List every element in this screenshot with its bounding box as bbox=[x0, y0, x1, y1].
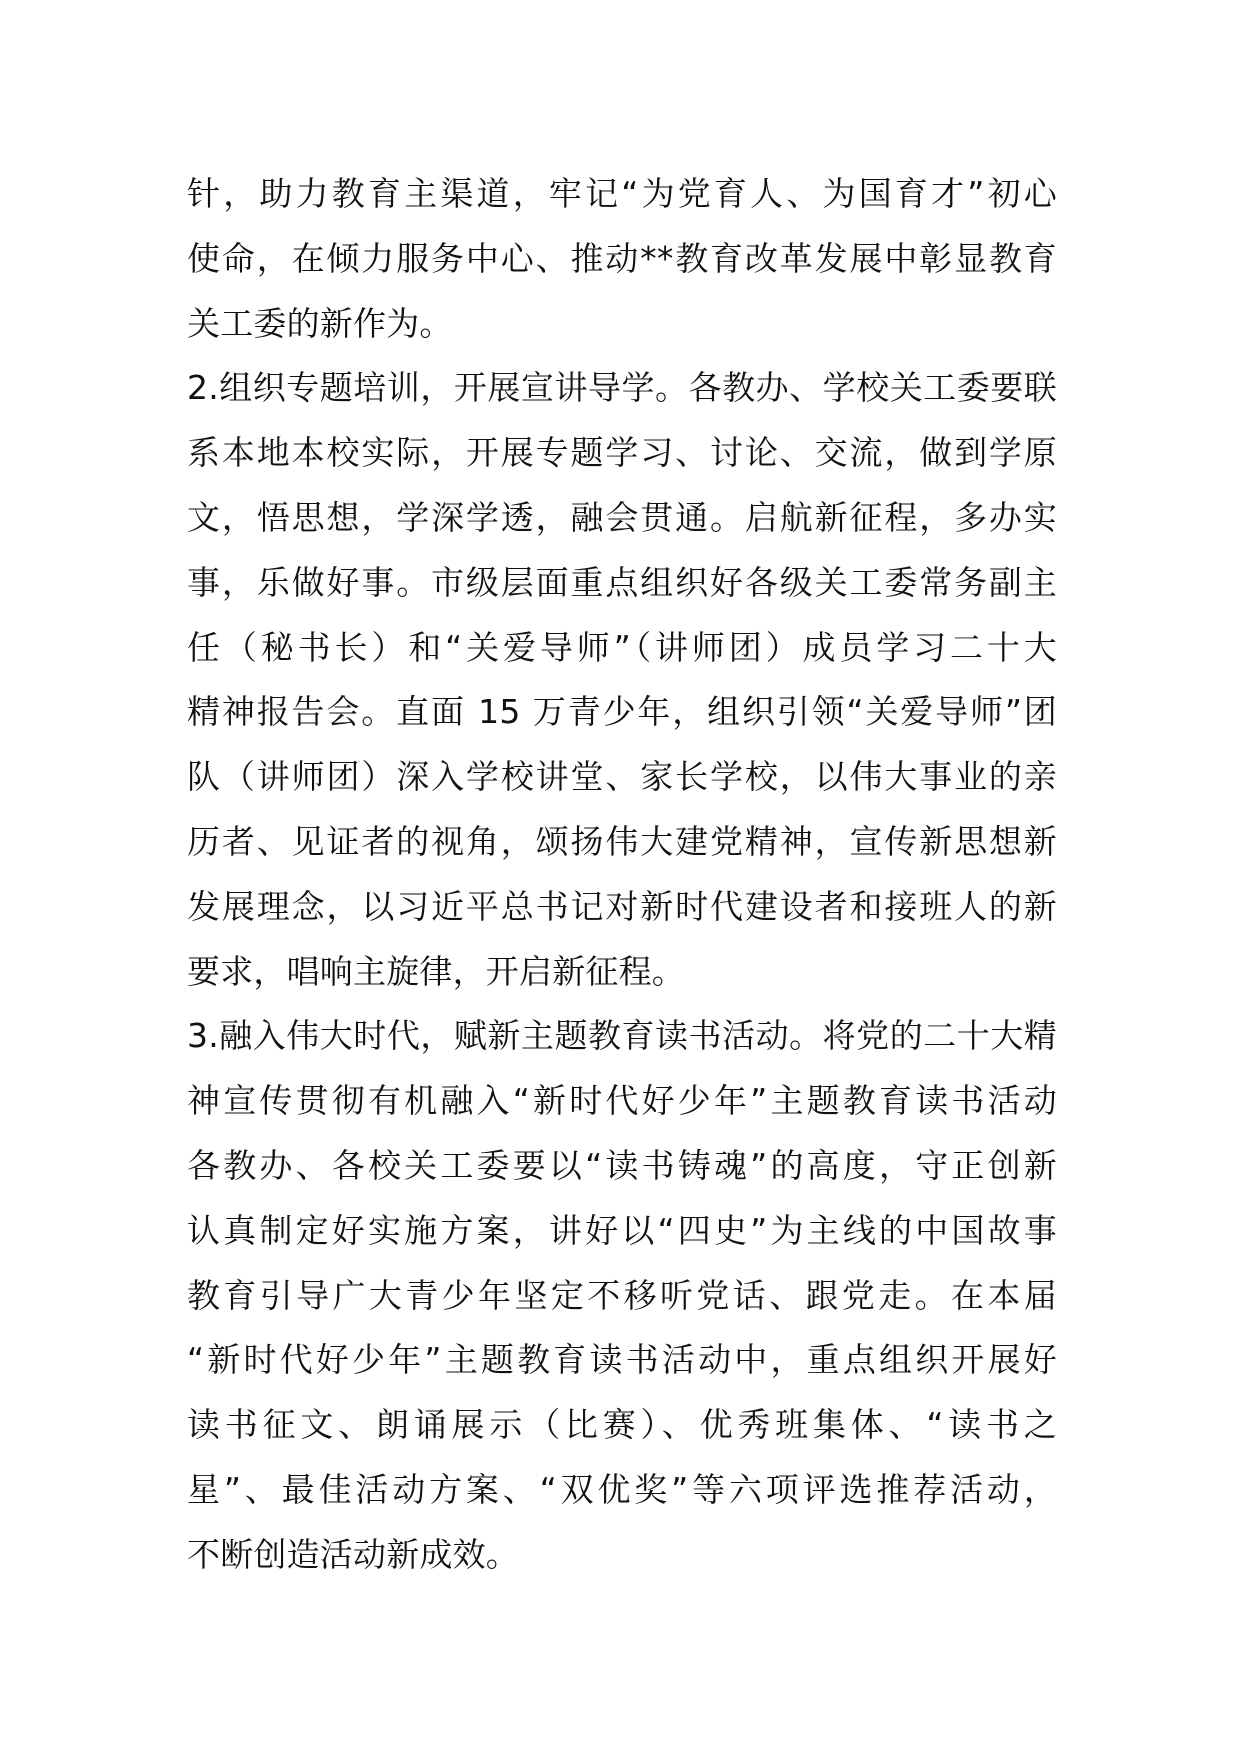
text-line: 针，助力教育主渠道，牢记“为党育人、为国育才”初心 bbox=[187, 174, 1057, 213]
text-line: 2.组织专题培训，开展宣讲导学。各教办、学校关工委要联 bbox=[187, 368, 1057, 408]
text-line: 星”、最佳活动方案、“双优奖”等六项评选推荐活动， bbox=[187, 1469, 1057, 1509]
text-line: 不断创造活动新成效。 bbox=[187, 1534, 519, 1574]
text-line: 历者、见证者的视角，颂扬伟大建党精神，宣传新思想新 bbox=[187, 821, 1057, 861]
body-text bbox=[187, 162, 1057, 1588]
text-line: 发展理念，以习近平总书记对新时代建设者和接班人的新 bbox=[187, 886, 1057, 926]
text-line: 任（秘书长）和“关爱导师”（讲师团）成员学习二十大 bbox=[187, 627, 1057, 667]
text-line: 队（讲师团）深入学校讲堂、家长学校，以伟大事业的亲 bbox=[187, 757, 1057, 797]
text-line: 各教办、各校关工委要以“读书铸魂”的高度，守正创新 bbox=[187, 1145, 1057, 1185]
text-line: 神宣传贯彻有机融入“新时代好少年”主题教育读书活动 bbox=[187, 1081, 1057, 1121]
text-line: 文，悟思想，学深学透，融会贯通。启航新征程，多办实 bbox=[187, 497, 1057, 537]
text-line: 教育引导广大青少年坚定不移听党话、跟党走。在本届 bbox=[187, 1275, 1057, 1315]
text-line: 使命，在倾力服务中心、推动**教育改革发展中彰显教育 bbox=[187, 238, 1057, 278]
text-line: 3.融入伟大时代，赋新主题教育读书活动。将党的二十大精 bbox=[187, 1016, 1057, 1056]
text-line: 系本地本校实际，开展专题学习、讨论、交流，做到学原 bbox=[187, 433, 1057, 473]
text-line: 认真制定好实施方案，讲好以“四史”为主线的中国故事 bbox=[187, 1210, 1057, 1250]
text-line: 读书征文、朗诵展示（比赛）、优秀班集体、“读书之 bbox=[187, 1405, 1057, 1445]
text-line: 事，乐做好事。市级层面重点组织好各级关工委常务副主 bbox=[187, 562, 1057, 602]
text-line: 精神报告会。直面 15 万青少年，组织引领“关爱导师”团 bbox=[187, 692, 1057, 732]
text-line: 关工委的新作为。 bbox=[187, 303, 453, 343]
text-line: 要求，唱响主旋律，开启新征程。 bbox=[187, 951, 685, 991]
text-line: “新时代好少年”主题教育读书活动中，重点组织开展好 bbox=[187, 1340, 1057, 1380]
